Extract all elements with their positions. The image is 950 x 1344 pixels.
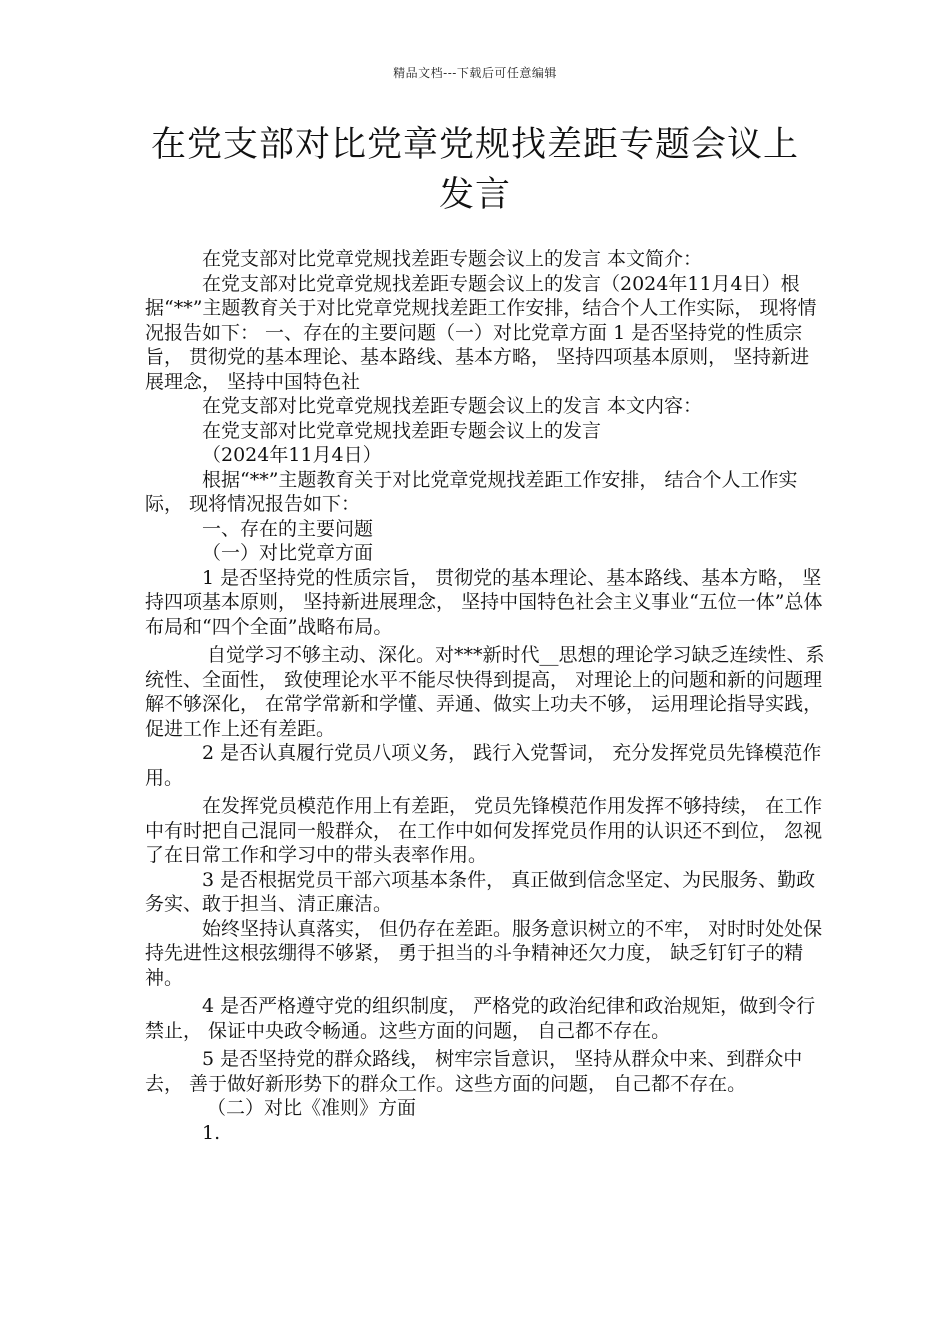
paragraph-intro-label: 在党支部对比党章党规找差距专题会议上的发言 本文简介： [202,248,703,270]
paragraph-item-4: 4 是否严格遵守党的组织制度， 严格党的政治纪律和政治规矩，做到令行禁止， 保证中央政令畅通。这些方面的问题， 自己都不存在。 [145,995,816,1042]
paragraph-item-3-response: 始终坚持认真落实， 但仍存在差距。服务意识树立的不牢， 对时时处处保持先进性这根弦绷得不够紧， 勇于担当的斗争精神还欠力度， 缺乏钉钉子的精神。 [145,917,823,989]
paragraph-date: （2024年11月4日） [202,444,382,466]
paragraph-item-1-response: 自觉学习不够主动、深化。对***新时代__思想的理论学习缺乏连续性、系统性、全面性， 致使理论水平不能尽快得到提高， 对理论上的问题和新的问题理解不够深化， 在常学常新和学懂、弄通、做实上功夫不够， 运用理论指导实践， 促进工作上还有差距。 [145,644,825,740]
subsection-heading-guidelines: （二）对比《准则》方面 [207,1097,417,1119]
paragraph-subtitle: 在党支部对比党章党规找差距专题会议上的发言 [202,419,602,442]
paragraph-item-2: 2 是否认真履行党员八项义务， 践行入党誓词， 充分发挥党员先锋模范作用。 [145,742,822,789]
paragraph-item-5: 5 是否坚持党的群众路线， 树牢宗旨意识， 坚持从群众中来、到群众中去， 善于做好新形势下的群众工作。这些方面的问题， 自己都不存在。 [145,1048,803,1095]
paragraph-guidelines-item-1: 1. [202,1121,221,1144]
document-title-line2: 发言 [438,175,511,215]
paragraph-summary: 在党支部对比党章党规找差距专题会议上的发言（2024年11月4日）根据“**”主题教育关于对比党章党规找差距工作安排，结合个人工作实际， 现将情况报告如下： 一、存在的主要问题（一）对比党章方面 1 是否坚持党的性质宗旨， 贯彻党的基本理论、基本路线、基本方略， 坚持四项基本原则， 坚持新进展理念， 坚持中国特色社 [145,272,817,393]
subsection-heading-party-constitution: （一）对比党章方面 [202,542,374,564]
paragraph-item-1: 1 是否坚持党的性质宗旨， 贯彻党的基本理论、基本路线、基本方略， 坚持四项基本原则， 坚持新进展理念， 坚持中国特色社会主义事业“五位一体”总体布局和“四个全面”战略布局。 [145,566,823,638]
section-heading-problems: 一、存在的主要问题 [202,517,374,540]
paragraph-opening: 根据“**”主题教育关于对比党章党规找差距工作安排， 结合个人工作实际， 现将情况报告如下： [145,468,798,515]
document-body [145,247,825,1145]
paragraph-content-label: 在党支部对比党章党规找差距专题会议上的发言 本文内容： [202,395,703,417]
document-title [100,120,850,220]
paragraph-item-3: 3 是否根据党员干部六项基本条件， 真正做到信念坚定、为民服务、勤政务实、敢于担当、清正廉洁。 [145,868,816,915]
paragraph-item-2-response: 在发挥党员模范作用上有差距， 党员先锋模范作用发挥不够持续， 在工作中有时把自己混同一般群众， 在工作中如何发挥党员作用的认识还不到位， 忽视了在日常工作和学习中的带头表率作用。 [145,795,823,866]
page-header: 精品文档---下载后可任意编辑 [393,66,557,80]
document-title-line1: 在党支部对比党章党规找差距专题会议上 [150,125,799,165]
